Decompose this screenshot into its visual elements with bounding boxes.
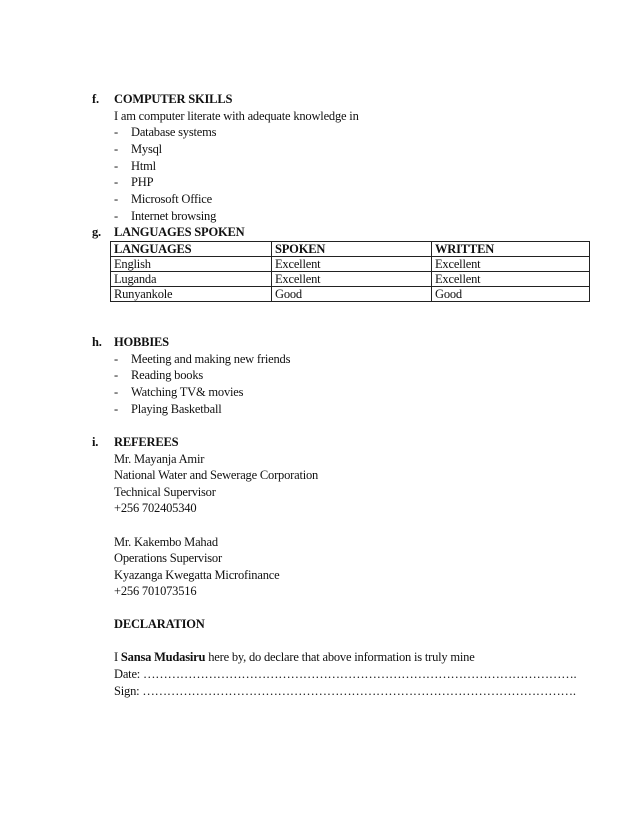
table-header-cell: WRITTEN bbox=[432, 242, 590, 257]
bullet-dash: - bbox=[114, 209, 118, 223]
bullet-dash: - bbox=[114, 385, 118, 399]
computer-skills-heading: COMPUTER SKILLS bbox=[114, 92, 233, 106]
table-row bbox=[111, 272, 590, 287]
languages-heading: LANGUAGES SPOKEN bbox=[114, 225, 245, 239]
hobby-item: Reading books bbox=[131, 368, 204, 382]
skill-item: Mysql bbox=[131, 142, 162, 156]
declaration-text: here by, do declare that above information is truly mine bbox=[205, 650, 475, 664]
referee-1-phone: +256 702405340 bbox=[114, 501, 197, 515]
bullet-dash: - bbox=[114, 352, 118, 366]
table-cell: Excellent bbox=[272, 257, 432, 272]
table-header-row bbox=[111, 242, 590, 257]
table-cell: Excellent bbox=[432, 257, 590, 272]
table-cell: Good bbox=[272, 287, 432, 302]
referee-2-organization: Kyazanga Kwegatta Microfinance bbox=[114, 568, 280, 582]
date-line: Date: ……………………………………………………………………………………………. bbox=[114, 667, 577, 681]
table-row bbox=[111, 287, 590, 302]
bullet-dash: - bbox=[114, 175, 118, 189]
bullet-dash: - bbox=[114, 142, 118, 156]
bullet-dash: - bbox=[114, 192, 118, 206]
table-cell: Excellent bbox=[432, 272, 590, 287]
table-row bbox=[111, 257, 590, 272]
hobby-item: Playing Basketball bbox=[131, 402, 222, 416]
bullet-dash: - bbox=[114, 159, 118, 173]
table-cell: English bbox=[111, 257, 272, 272]
skill-item: Html bbox=[131, 159, 156, 173]
computer-skills-intro: I am computer literate with adequate knowledge in bbox=[114, 109, 359, 123]
table-cell: Excellent bbox=[272, 272, 432, 287]
declaration-statement bbox=[114, 650, 475, 665]
section-letter-f: f. bbox=[92, 92, 99, 106]
declaration-prefix: I bbox=[114, 650, 121, 664]
section-letter-h: h. bbox=[92, 335, 102, 349]
referee-1-organization: National Water and Sewerage Corporation bbox=[114, 468, 319, 482]
hobbies-heading: HOBBIES bbox=[114, 335, 169, 349]
declaration-heading: DECLARATION bbox=[114, 617, 205, 631]
table-header-cell: SPOKEN bbox=[272, 242, 432, 257]
section-letter-g: g. bbox=[92, 225, 101, 239]
bullet-dash: - bbox=[114, 368, 118, 382]
sign-line: Sign: ……………………………………………………………………………………………. bbox=[114, 684, 576, 698]
referees-heading: REFEREES bbox=[114, 435, 179, 449]
referee-2-name: Mr. Kakembo Mahad bbox=[114, 535, 218, 549]
skill-item: PHP bbox=[131, 175, 154, 189]
section-letter-i: i. bbox=[92, 435, 99, 449]
skill-item: Internet browsing bbox=[131, 209, 217, 223]
declarant-name: Sansa Mudasiru bbox=[120, 650, 206, 664]
table-cell: Runyankole bbox=[111, 287, 272, 302]
hobby-item: Meeting and making new friends bbox=[131, 352, 291, 366]
table-header-cell: LANGUAGES bbox=[111, 242, 272, 257]
bullet-dash: - bbox=[114, 402, 118, 416]
languages-table bbox=[110, 241, 590, 302]
referee-2-phone: +256 701073516 bbox=[114, 584, 197, 598]
hobby-item: Watching TV& movies bbox=[131, 385, 244, 399]
bullet-dash: - bbox=[114, 125, 118, 139]
table-cell: Luganda bbox=[111, 272, 272, 287]
referee-2-title: Operations Supervisor bbox=[114, 551, 222, 565]
skill-item: Microsoft Office bbox=[131, 192, 212, 206]
table-cell: Good bbox=[432, 287, 590, 302]
referee-1-name: Mr. Mayanja Amir bbox=[114, 452, 205, 466]
skill-item: Database systems bbox=[131, 125, 217, 139]
referee-1-title: Technical Supervisor bbox=[114, 485, 216, 499]
